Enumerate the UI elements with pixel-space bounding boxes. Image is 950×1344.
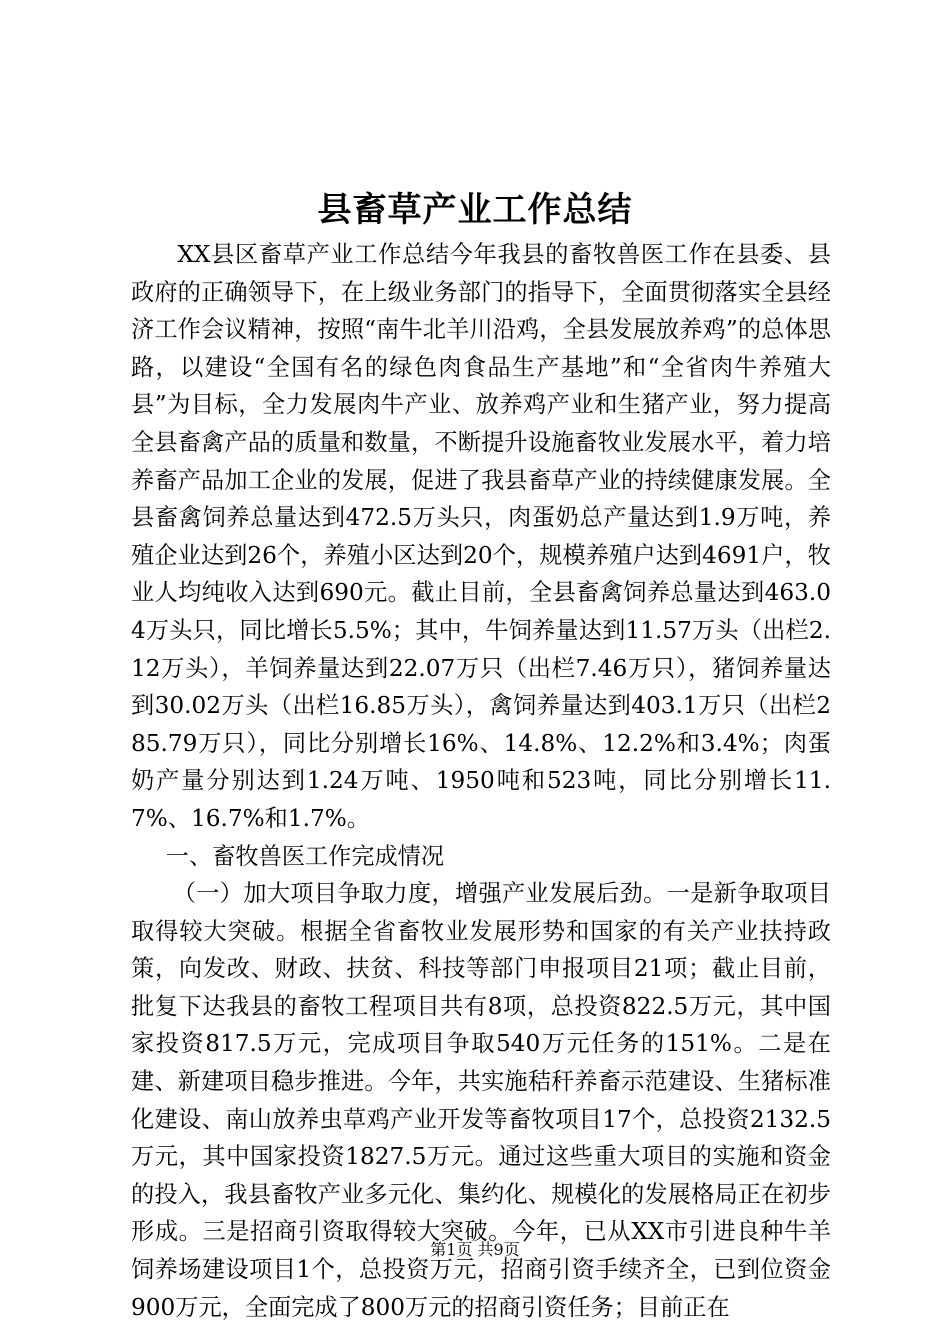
intro-paragraph: XX县区畜草产业工作总结今年我县的畜牧兽医工作在县委、县政府的正确领导下，在上级业务部门的指导下，全面贯彻落实全县经济工作会议精神，按照“南牛北羊川沿鸡，全县发展放养鸡”的总体思路，以建设“全国有名的绿色肉食品生产基地”和“全省肉牛养殖大县”为目标，全力发展肉牛产业、放养鸡产业和生猪产业，努力提高全县畜禽产品的质量和数量，不断提升设施畜牧业发展水平，着力培养畜产品加工企业的发展，促进了我县畜草产业的持续健康发展。全县畜禽饲养总量达到472.5万头只，肉蛋奶总产量达到1.9万吨，养殖企业达到26个，养殖小区达到20个，规模养殖户达到4691户，牧业人均纯收入达到690元。截止目前，全县畜禽饲养总量达到463.04万头只，同比增长5.5%；其中，牛饲养量达到11.57万头（出栏2.12万头），羊饲养量达到22.07万只（出栏7.46万只），猪饲养量达到30.02万头（出栏16.85万头），禽饲养量达到403.1万只（出栏285.79万只），同比分别增长16%、14.8%、12.2%和3.4%；肉蛋奶产量分别达到1.24万吨、1950吨和523吨，同比分别增长11.7%、16.7%和1.7%。 [131, 241, 831, 832]
subsection-paragraph: （一）加大项目争取力度，增强产业发展后劲。一是新争取项目取得较大突破。根据全省畜牧业发展形势和国家的有关产业扶持政策，向发改、财政、扶贫、科技等部门申报项目21项；截止目前，批复下达我县的畜牧工程项目共有8项，总投资822.5万元，其中国家投资817.5万元，完成项目争取540万元任务的151%。二是在建、新建项目稳步推进。今年，共实施秸秆养畜示范建设、生猪标准化建设、南山放养虫草鸡产业开发等畜牧项目17个，总投资2132.5万元，其中国家投资1827.5万元。通过这些重大项目的实施和资金的投入，我县畜牧产业多元化、集约化、规模化的发展格局正在初步形成。三是招商引资取得较大突破。今年，已从XX市引进良种牛羊饲养场建设项目1个，总投资万元，招商引资手续齐全，已到位资金900万元，全面完成了800万元的招商引资任务；目前正在 [131, 880, 831, 1321]
page-footer: 第1页 共9页 [430, 1240, 520, 1259]
document-title: 县畜草产业工作总结 [317, 190, 633, 230]
section-heading: 一、畜牧兽医工作完成情况 [165, 842, 445, 870]
document-body [131, 236, 831, 1326]
